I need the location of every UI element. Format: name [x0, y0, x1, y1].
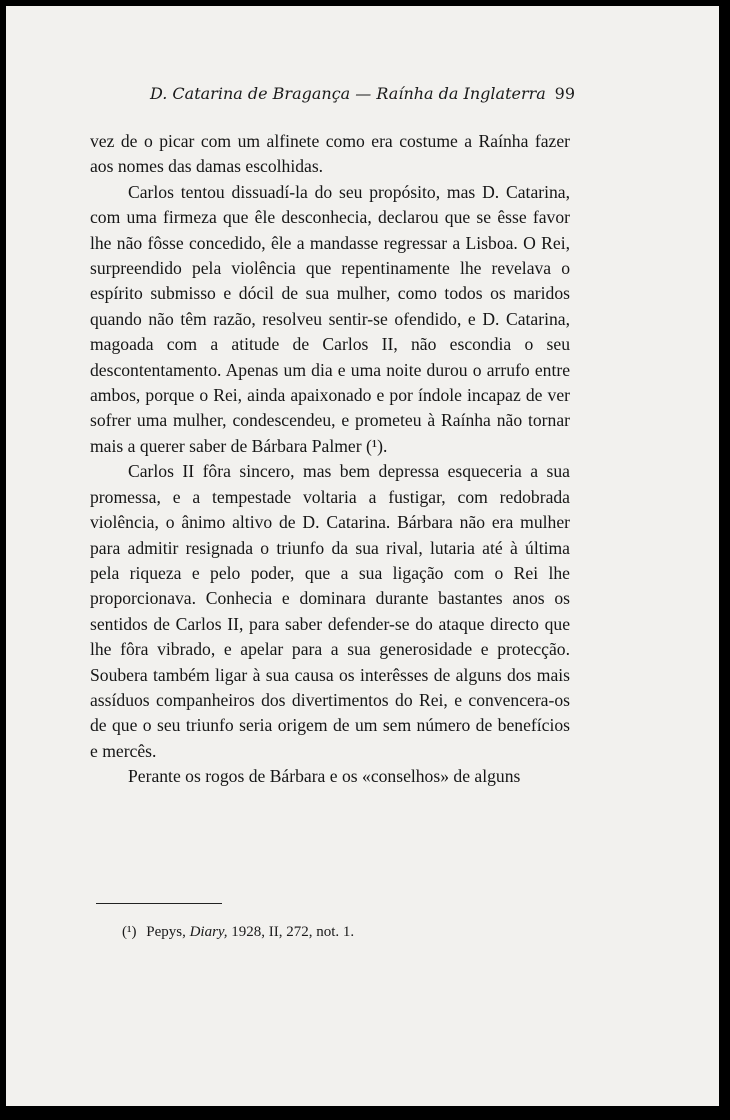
paragraph: Perante os rogos de Bárbara e os «conselhos» de alguns	[128, 766, 521, 787]
running-header	[150, 84, 575, 108]
footnote-author: Pepys,	[146, 924, 186, 940]
running-title: D. Catarina de Bragança — Raínha da Inglaterra	[150, 84, 546, 103]
footnote-divider	[96, 903, 222, 904]
book-page	[6, 6, 719, 1106]
footnote-reference: 1928, II, 272, not. 1.	[231, 924, 355, 940]
paragraph-continuation: vez de o picar com um alfinete como era costume a Raínha fazer aos nomes das damas escolhidas.	[90, 131, 570, 177]
paragraph: Carlos tentou dissuadí-la do seu propósito, mas D. Catarina, com uma firmeza que êle desconhecia, declarou que se êsse favor lhe não fôsse concedido, êle a mandasse regressar a Lisboa. O Rei, surpreendido pela violência que repentinamente lhe revelava o espírito submisso e dócil de sua mulher, como todos os maridos quando não têm razão, resolveu sentir-se ofendido, e D. Catarina, magoada com a atitude de Carlos II, não escondia o seu descontentamento. Apenas um dia e uma noite durou o arrufo entre ambos, porque o Rei, ainda apaixonado e por índole incapaz de ver sofrer uma mulher, condescendeu, e prometeu à Raínha não tornar mais a querer saber de Bárbara Palmer (¹).	[90, 181, 570, 456]
footnote-work: Diary,	[189, 924, 228, 940]
footnote	[122, 924, 542, 941]
body-text	[90, 129, 570, 790]
footnote-marker: (¹)	[122, 924, 137, 940]
paragraph: Carlos II fôra sincero, mas bem depressa esqueceria a sua promessa, e a tempestade voltaria a fustigar, com redobrada violência, o ânimo altivo de D. Catarina. Bárbara não era mulher para admitir resignada o triunfo da sua rival, lutaria até à última pela riqueza e pelo poder, que a sua ligação com o Rei lhe proporcionava. Conhecia e dominara durante bastantes anos os sentidos de Carlos II, para saber defender-se do ataque directo que lhe fôra vibrado, e apelar para a sua generosidade e protecção. Soubera também ligar à sua causa os interêsses de alguns dos mais assíduos companheiros dos divertimentos do Rei, e convencera-os de que o seu triunfo seria origem de um sem número de benefícios e mercês.	[90, 461, 570, 761]
page-number: 99	[554, 84, 575, 103]
